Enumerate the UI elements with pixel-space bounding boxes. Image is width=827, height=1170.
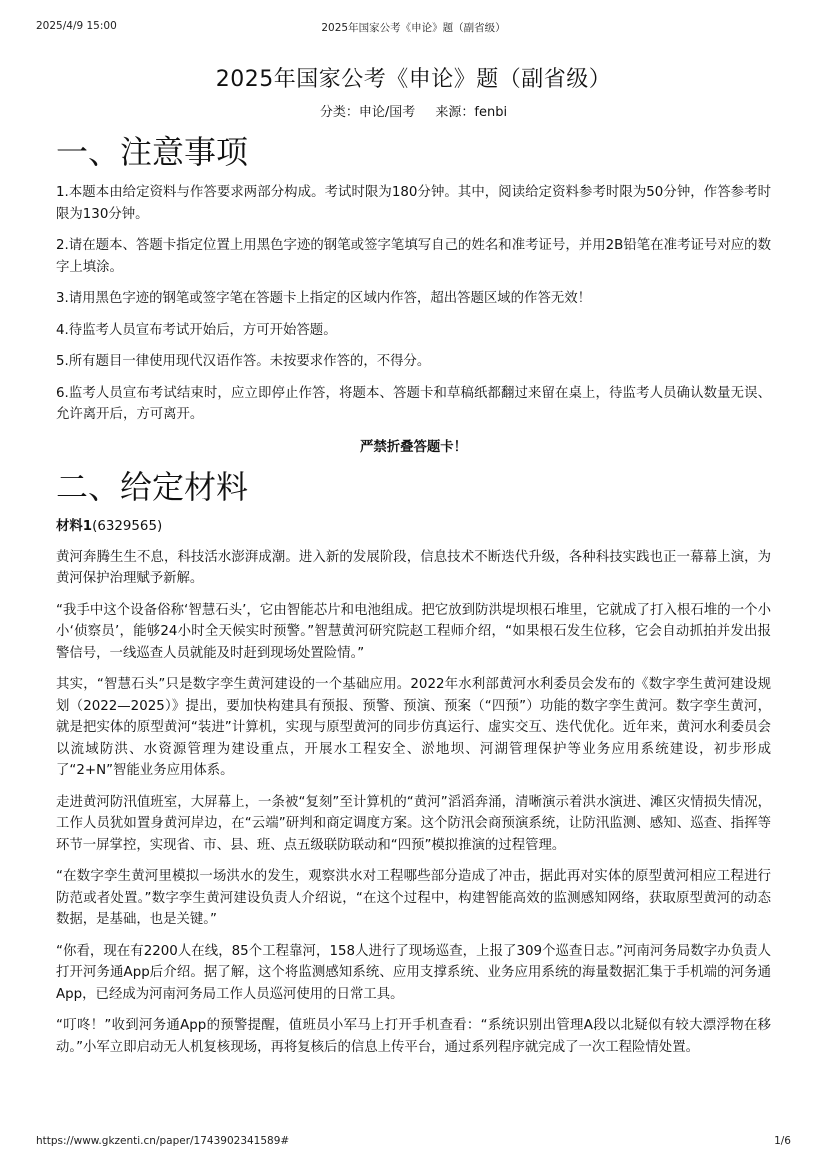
- material-label: 材料1: [56, 518, 93, 534]
- page-title: 2025年国家公考《申论》题（副省级）: [215, 67, 612, 92]
- page-url: https://www.gkzenti.cn/paper/1743902341589#: [36, 1135, 290, 1147]
- material-paragraph: “叮咚！”收到河务通App的预警提醒，值班员小军马上打开手机查看：“系统识别出管理A段以北疑似有较大漂浮物在移动。”小军立即启动无人机复核现场，再将复核后的信息上传平台，通过系列程序就完成了一次工程险情处置。: [56, 1018, 771, 1055]
- material-paragraph: “我手中这个设备俗称‘智慧石头’，它由智能芯片和电池组成。把它放到防洪堤坝根石堆里，它就成了打入根石堆的一个小小‘侦察员’，能够24小时全天候实时预警。”智慧黄河研究院赵工程师介绍，“如果根石发生位移，它会自动抓拍并发出报警信号，一线巡查人员就能及时赶到现场处置险情。”: [56, 602, 771, 661]
- print-datetime: 2025/4/9 15:00: [36, 20, 117, 32]
- warning-text: 严禁折叠答题卡！: [359, 439, 468, 455]
- material-paragraph: “你看，现在有2200人在线，85个工程靠河，158人进行了现场巡查，上报了309个巡查日志。”河南河务局数字办负责人打开河务通App后介绍。据了解，这个将监测感知系统、应用支撑系统、业务应用系统的海量数据汇集于手机端的河务通App，已经成为河南河务局工作人员巡河使用的日常工具。: [56, 943, 771, 1002]
- source-label: 来源：fenbi: [435, 105, 508, 120]
- material-paragraph: 黄河奔腾生生不息，科技活水澎湃成潮。进入新的发展阶段，信息技术不断迭代升级，各种科技实践也正一幕幕上演，为黄河保护治理赋予新解。: [56, 549, 771, 586]
- category-label: 分类：申论/国考: [319, 105, 416, 120]
- note-item: 6.监考人员宣布考试结束时，应立即停止作答，将题本、答题卡和草稿纸都翻过来留在桌上，待监考人员确认数量无误、允许离开后，方可离开。: [56, 385, 771, 422]
- material-heading: [56, 517, 771, 537]
- print-doc-title: 2025年国家公考《申论》题（副省级）: [321, 22, 506, 34]
- note-item: 2.请在题本、答题卡指定位置上用黑色字迹的钢笔或签字笔填写自己的姓名和准考证号，并用2B铅笔在准考证号对应的数字上填涂。: [56, 238, 771, 275]
- print-footer: [36, 1135, 791, 1149]
- document-body: [56, 56, 771, 1068]
- page-number: 1/6: [774, 1135, 791, 1147]
- material-id: (6329565): [92, 518, 163, 534]
- material-paragraph: “在数字孪生黄河里模拟一场洪水的发生，观察洪水对工程哪些部分造成了冲击，据此再对实体的原型黄河相应工程进行防范或者处置。”数字孪生黄河建设负责人介绍说，“在这个过程中，构建智能高效的监测感知网络，获取原型黄河的动态数据，是基础，也是关键。”: [56, 869, 771, 927]
- note-item: 4.待监考人员宣布考试开始后，方可开始答题。: [56, 322, 337, 338]
- meta-line: [56, 101, 771, 120]
- print-header: [36, 20, 791, 34]
- material-paragraph: 其实，“智慧石头”只是数字孪生黄河建设的一个基础应用。2022年水利部黄河水利委员会发布的《数字孪生黄河建设规划（2022—2025）》提出，要加快构建具有预报、预警、预演、预案（“四预”）功能的数字孪生黄河。数字孪生黄河，就是把实体的原型黄河“装进”计算机，实现与原型黄河的同步仿真运行、虚实交互、迭代优化。近年来，黄河水利委员会以流域防洪、水资源管理为建设重点，开展水工程安全、淤地坝、河湖管理保护等业务应用系统建设，初步形成了“2+N”智能业务应用体系。: [56, 677, 771, 778]
- note-item: 1.本题本由给定资料与作答要求两部分构成。考试时限为180分钟。其中，阅读给定资料参考时限为50分钟，作答参考时限为130分钟。: [56, 185, 771, 222]
- section-heading-materials: 二、给定材料: [56, 467, 249, 506]
- material-paragraph: 走进黄河防汛值班室，大屏幕上，一条被“复刻”至计算机的“黄河”滔滔奔涌，清晰演示着洪水演进、滩区灾情损失情况，工作人员犹如置身黄河岸边，在“云端”研判和商定调度方案。这个防汛会商预演系统，让防汛监测、感知、巡查、指挥等环节一屏掌控，实现省、市、县、班、点五级联防联动和“四预”模拟推演的过程管理。: [56, 794, 771, 853]
- note-item: 3.请用黑色字迹的钢笔或签字笔在答题卡上指定的区域内作答，超出答题区域的作答无效！: [56, 291, 592, 306]
- section-heading-notes: 一、注意事项: [56, 133, 249, 171]
- note-item: 5.所有题目一律使用现代汉语作答。未按要求作答的，不得分。: [56, 354, 431, 369]
